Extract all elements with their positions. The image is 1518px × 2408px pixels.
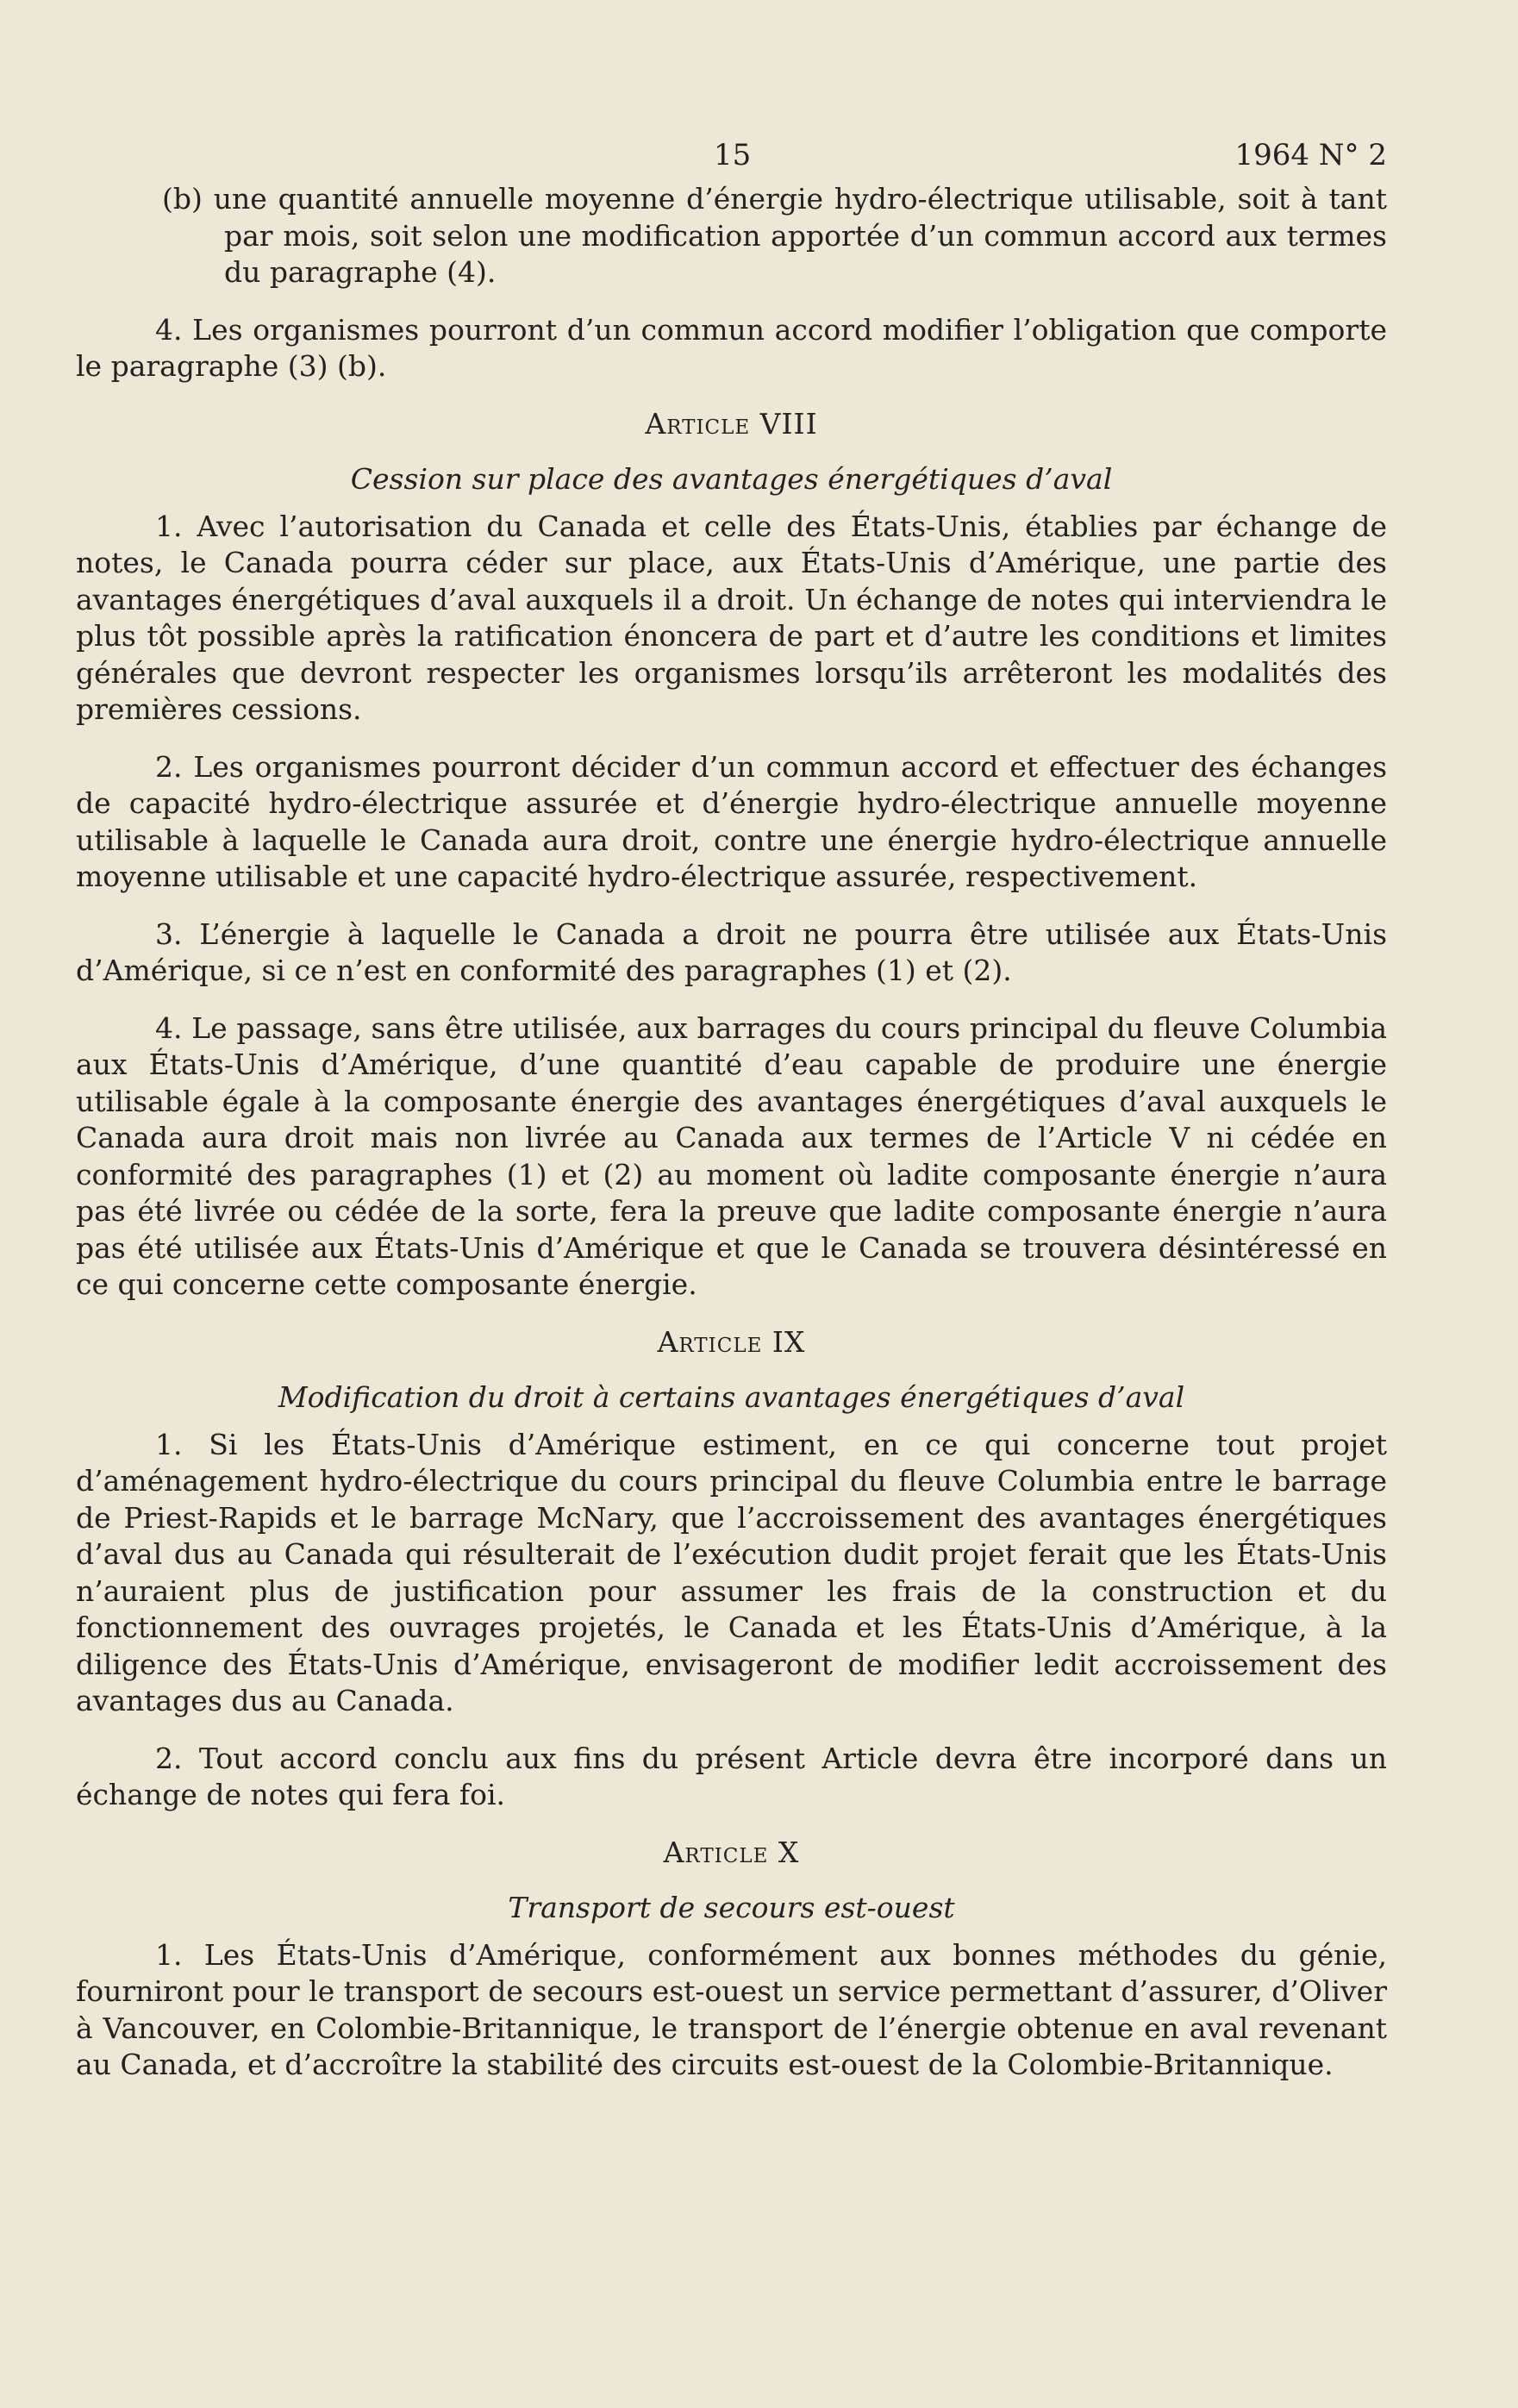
page-number: 15	[714, 138, 752, 172]
article-9-paragraph-2: 2. Tout accord conclu aux fins du présent Article devra être incorporé dans un échange de notes qui fera foi.	[76, 1741, 1387, 1811]
body-text	[76, 181, 1387, 2084]
paragraph-4: 4. Les organismes pourront d’un commun accord modifier l’obligation que comporte le paragraphe (3) (b).	[76, 312, 1387, 383]
article-8-paragraph-2: 2. Les organismes pourront décider d’un commun accord et effectuer des échanges de capacité hydro-électrique assurée et d’énergie hydro-électrique annuelle moyenne utilisable à laquelle le Canada aura droit, contre une énergie hydro-électrique annuelle moyenne utilisable et une capacité hydro-électrique assurée, respectivement.	[76, 749, 1387, 893]
article-8-subtitle: Cession sur place des avantages énergétiques d’aval	[350, 462, 1113, 496]
article-9-paragraph-1: 1. Si les États-Unis d’Amérique estiment, en ce qui concerne tout projet d’aménagement hydro-électrique du cours principal du fleuve Columbia entre le barrage de Priest-Rapids et le barrage McNary, que l’accroissement des avantages énergétiques d’aval dus au Canada qui résulterait de l’exécution dudit projet ferait que les États-Unis n’auraient plus de justification pour assumer les frais de la construction et du fonctionnement des ouvrages projetés, le Canada et les États-Unis d’Amérique, à la diligence des États-Unis d’Amérique, envisageront de modifier ledit accroissement des avantages dus au Canada.	[76, 1427, 1387, 1717]
article-8-paragraph-3: 3. L’énergie à laquelle le Canada a droit ne pourra être utilisée aux États-Unis d’Amérique, si ce n’est en conformité des paragraphes (1) et (2).	[76, 916, 1387, 987]
article-8-paragraph-1: 1. Avec l’autorisation du Canada et celle des États-Unis, établies par échange de notes, le Canada pourra céder sur place, aux États-Unis d’Amérique, une partie des avantages énergétiques d’aval auxquels il a droit. Un échange de notes qui interviendra le plus tôt possible après la ratification énoncera de part et d’autre les conditions et limites générales que devront respecter les organismes lorsqu’ils arrêteront les modalités des premières cessions.	[76, 509, 1387, 726]
article-10-heading: Article X	[663, 1835, 800, 1869]
article-9-heading: Article IX	[657, 1324, 806, 1359]
paragraph-3b: (b) une quantité annuelle moyenne d’énergie hydro-électrique utilisable, soit à tant par mois, soit selon une modification apportée d’un commun accord aux termes du paragraphe (4).	[162, 182, 1387, 289]
article-8-heading: Article VIII	[645, 406, 818, 441]
article-9-subtitle: Modification du droit à certains avantages énergétiques d’aval	[278, 1380, 1185, 1414]
article-10-paragraph-1: 1. Les États-Unis d’Amérique, conformément aux bonnes méthodes du génie, fourniront pour le transport de secours est-ouest un service permettant d’assurer, d’Oliver à Vancouver, en Colombie-Britannique, le transport de l’énergie obtenue en aval revenant au Canada, et d’accroître la stabilité des circuits est-ouest de la Colombie-Britannique.	[76, 1937, 1387, 2081]
page-header	[76, 138, 1387, 181]
document-reference: 1964 N° 2	[1234, 138, 1387, 172]
article-8-paragraph-4: 4. Le passage, sans être utilisée, aux barrages du cours principal du fleuve Columbia aux États-Unis d’Amérique, d’une quantité d’eau capable de produire une énergie utilisable égale à la composante énergie des avantages énergétiques d’aval auxquels le Canada aura droit mais non livrée au Canada aux termes de l’Article V ni cédée en conformité des paragraphes (1) et (2) au moment où ladite composante énergie n’aura pas été livrée ou cédée de la sorte, fera la preuve que ladite composante énergie n’aura pas été utilisée aux États-Unis d’Amérique et que le Canada se trouvera désintéressé en ce qui concerne cette composante énergie.	[76, 1010, 1387, 1301]
article-10-subtitle: Transport de secours est-ouest	[508, 1891, 955, 1924]
